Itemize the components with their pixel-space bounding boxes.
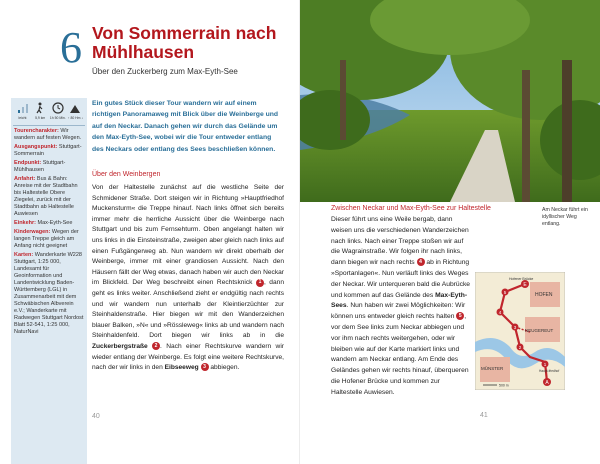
info-sidebar [11,98,87,464]
svg-text:2: 2 [518,345,522,350]
route-marker-3: 3 [201,363,209,371]
info-food: Einkehr: Max-Eyth-See [14,220,73,226]
stats-row [11,98,87,120]
neckar-path-photo [300,0,600,202]
info-list [11,126,87,336]
svg-text:4: 4 [498,310,502,315]
page-subtitle: Über den Zuckerberg zum Max-Eyth-See [92,67,238,76]
right-page [300,0,600,464]
map-label-hofen: HOFEN [535,292,553,298]
stat-elevation: ↑ 80 Hm ↓ [67,102,84,120]
section-heading: Über den Weinbergen [92,171,161,178]
body-text: Von der Haltestelle zunächst auf die westliche Seite der Schmidener Straße. Dort steigen wir in Richtung »Hauptfriedhof Muckensturm« die Treppe hinauf. Nach links öffnet sich bereits immer mehr die herrliche Aussicht über die Weinberge nach Stuttgart und bis zum Fernsehturm. Oben angelangt halten wir uns links in die Einsteinstraße, zweigen aber gleich nach links auf einen Fußgängerweg ab. Nun wandern wir direkt oberhalb der Weinberge, immer mit einer grandiosen Aussicht. Nach den Häusern fällt der Weg etwas, danach haben wir auch den Neckar im Blickfeld. Der Weg beschreibt einen Rechtsknick 1 , dann geht es links weiter. Anschließend zieht er endgültig nach rechts und wir wandern nun unterhalb der Kleintierzüchter zur Steinhaldenstraße. Hier biegen wir mit den Wanderzeichen blauer Balken, »N« und »Rössleweg« links ab und wandern nach Steinhaldenfeld. Dort biegen wir links ab in die Zuckerbergstraße 2 . Nach einer Rechtskurve wandern wir wieder entlang der Weinberge. Es folgt eine weitere Rechtskurve, nach der wir links in den Eibseeweg 3 abbiegen. [92,184,284,372]
clock-icon [52,102,64,114]
page-number-2: 41 [480,412,488,419]
route-marker-4: 4 [417,258,425,266]
tour-number: 6 [60,23,82,72]
svg-text:1: 1 [543,362,547,367]
route-marker-1: 1 [256,279,264,287]
map-scale-label: 500 m [499,383,509,388]
page-title: Von Sommerrain nach Mühlhausen [92,23,277,62]
page-number: 40 [92,413,100,420]
map-label-cemetery: Haupt-friedhof [539,369,560,373]
body-text-2: Dieser führt uns eine Weile bergab, dann weisen uns die verschiedenen Wanderzeichen nach links. Nach einer Treppe stoßen wir auf die Wagrainstraße. Wir folgen ihr nach links, dann biegen wir nach rechts 4 ab in Richtung »Sportanlagen«. Nun verläuft links des Weges der Neckar. Wir unterqueren bald die Aubrücke und kommen auf das Gelände des Max-Eyth-Sees. Nun haben wir zwei Möglichkeiten: Wir können uns entweder gleich rechts halten 5 , vor dem See links zum Neckar abbiegen und vor ihm nach rechts weitergehen, oder wir bleiben wie auf der Karte markiert links und wandern am Neckar entlang. Am Ende des Geländes gehen wir rechts hinauf, überqueren die Hofener Brücke und kommen zur Haltestelle Auwiesen. [331,216,471,396]
route-marker-2: 2 [152,342,160,350]
svg-text:3: 3 [513,325,517,330]
section-heading-2: Zwischen Neckar und Max-Eyth-See zur Haltestelle [331,205,491,212]
map-label-neugereut: NEUGEREUT [525,328,554,333]
info-maps: Karten: Wanderkarte W228 Stuttgart, 1:25 000, Landesamt für Geoinformation und Landentwicklung Baden-Württemberg (LGL) in Zusammenarbeit mit dem Schwäbischen Albverein e.V.; Wanderkarte mit Radwegen Stuttgart Nordost Blatt 52-541, 1:25 000, NaturNavi [14,252,84,335]
intro-paragraph: Ein gutes Stück dieser Tour wandern wir auf einem richtigen Panoramaweg mit Blick über die Weinberge und auf den Neckar. Danach gehen wir durch das Gelände um den Max-Eyth-See, wobei wir die Tour entweder entlang des Neckars oder entlang des Sees beschließen können. [92,100,279,153]
info-character: Tourencharakter: Wir wandern auf festen Wegen. [14,128,82,141]
info-stroller: Kinderwagen: Wegen der langen Treppe gleich am Anfang nicht geeignet [14,229,79,249]
elevation-icon [69,102,81,114]
map-label-muenster: MÜNSTER [481,366,504,371]
photo-caption: Am Neckar führt ein idyllischer Weg entlang. [542,207,588,227]
svg-text:5: 5 [503,290,507,295]
route-marker-5: 5 [456,312,464,320]
svg-text:A: A [545,380,549,386]
stat-duration: 1h 50 Min. [49,102,66,120]
stat-distance: 5,9 km [32,102,49,120]
info-start: Ausgangspunkt: Stuttgart-Sommerrain [14,144,82,157]
map-label-bridge: Hofener Brücke [509,277,534,281]
stat-difficulty: leicht [14,102,31,120]
difficulty-icon [17,102,29,114]
svg-text:E: E [523,282,527,288]
info-travel: Anfahrt: Bus & Bahn: Anreise mit der Stadtbahn bis Haltestelle Obere Ziegelei, zurück mit der Stadtbahn ab Haltestelle Auwiesen [14,176,78,217]
route-map [475,272,565,390]
info-end: Endpunkt: Stuttgart-Mühlhausen [14,160,66,173]
walker-icon [34,102,46,114]
